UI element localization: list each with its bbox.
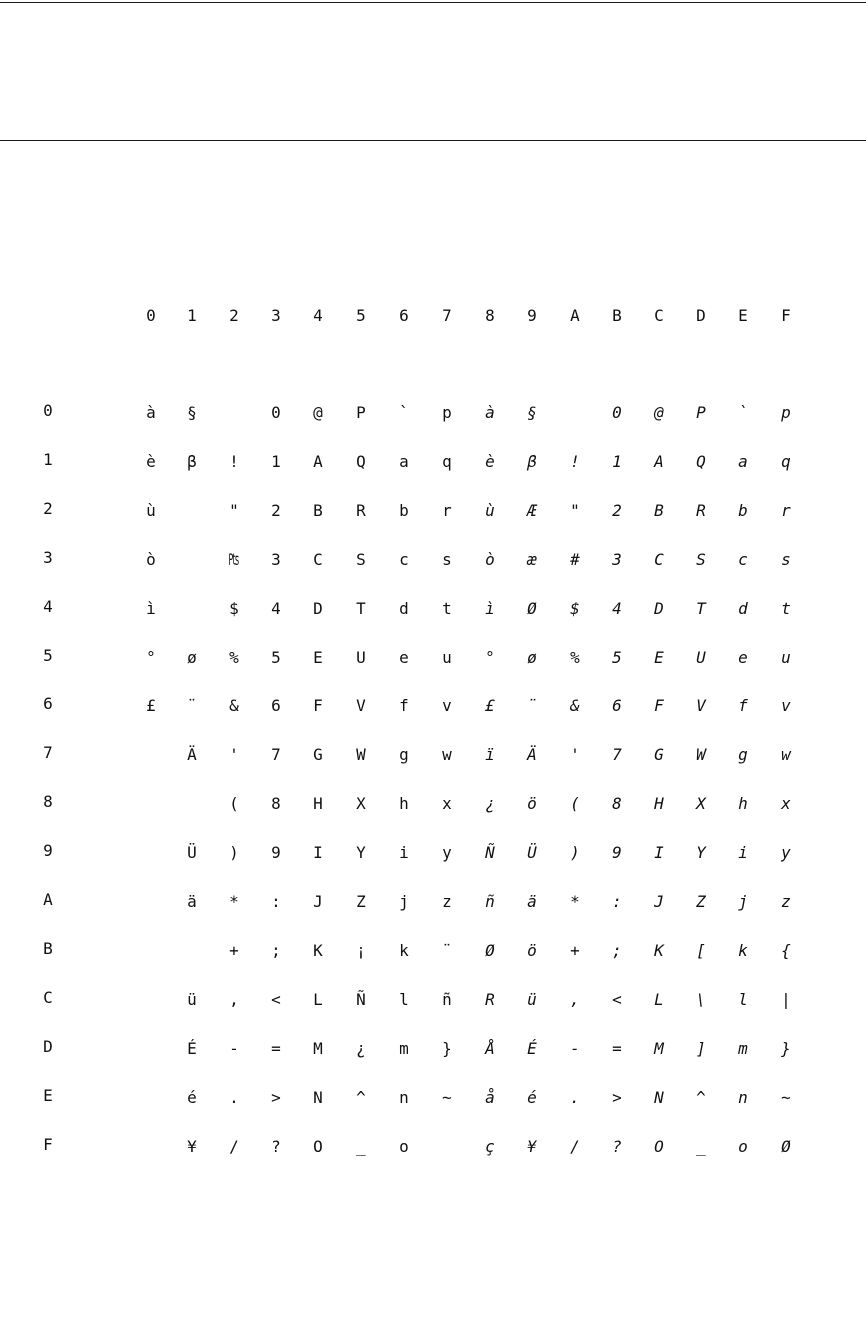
table-cell: l bbox=[738, 989, 748, 1009]
table-cell: n bbox=[738, 1087, 748, 1107]
table-cell: Y bbox=[696, 843, 706, 863]
table-cell: V bbox=[696, 696, 706, 716]
column-header: 5 bbox=[356, 306, 366, 325]
table-cell: > bbox=[612, 1087, 622, 1107]
table-cell: / bbox=[570, 1136, 580, 1156]
table-cell: 4 bbox=[612, 598, 622, 618]
table-cell: a bbox=[399, 451, 409, 471]
table-cell: 8 bbox=[612, 794, 622, 814]
table-cell bbox=[136, 1039, 166, 1059]
table-cell: k bbox=[399, 940, 409, 960]
table-cell: ^ bbox=[696, 1087, 706, 1107]
column-header: C bbox=[654, 306, 664, 325]
table-cell: ñ bbox=[485, 892, 495, 911]
table-cell: Æ bbox=[527, 500, 537, 520]
table-cell: M bbox=[313, 1038, 323, 1058]
table-cell: U bbox=[356, 647, 366, 667]
table-cell: O bbox=[313, 1136, 323, 1156]
table-cell: Ñ bbox=[356, 989, 366, 1009]
table-cell: Y bbox=[356, 843, 366, 863]
table-cell: B bbox=[313, 500, 323, 520]
table-cell bbox=[136, 892, 166, 912]
table-cell: y bbox=[781, 843, 791, 863]
table-cell: 6 bbox=[271, 696, 281, 716]
table-cell: L bbox=[313, 989, 323, 1009]
table-cell: e bbox=[738, 647, 748, 667]
table-cell: Ø bbox=[527, 598, 537, 618]
table-cell: Ü bbox=[187, 843, 197, 863]
table-cell: d bbox=[738, 598, 748, 618]
table-cell: L bbox=[654, 989, 664, 1009]
table-cell: I bbox=[313, 843, 323, 863]
table-cell: 0 bbox=[271, 403, 281, 422]
table-cell: f bbox=[738, 696, 748, 716]
table-cell: B bbox=[654, 500, 664, 520]
table-cell: " bbox=[229, 500, 239, 520]
table-cell: ù bbox=[146, 500, 156, 520]
table-cell: ; bbox=[271, 940, 281, 960]
table-cell: 2 bbox=[271, 500, 281, 520]
table-cell: ` bbox=[738, 403, 748, 422]
table-cell: . bbox=[570, 1087, 580, 1107]
column-header: 3 bbox=[271, 306, 281, 325]
table-cell: R bbox=[485, 989, 495, 1009]
table-cell: Ä bbox=[187, 745, 197, 765]
row-header: 1 bbox=[43, 449, 53, 469]
table-cell bbox=[219, 403, 249, 423]
table-cell: ò bbox=[146, 549, 156, 569]
table-cell: y bbox=[442, 843, 452, 863]
row-header: D bbox=[43, 1036, 53, 1056]
row-header: A bbox=[43, 890, 53, 909]
table-cell: n bbox=[399, 1087, 409, 1107]
table-cell bbox=[560, 403, 590, 423]
table-cell: z bbox=[442, 892, 452, 911]
table-cell: W bbox=[356, 745, 366, 765]
table-cell: : bbox=[271, 892, 281, 911]
table-cell: ~ bbox=[781, 1087, 791, 1107]
table-cell: < bbox=[271, 989, 281, 1009]
table-cell: £ bbox=[485, 696, 495, 716]
table-cell: É bbox=[527, 1038, 537, 1058]
table-cell bbox=[177, 501, 207, 521]
table-cell: e bbox=[399, 647, 409, 667]
column-header: 9 bbox=[527, 306, 537, 325]
table-cell: c bbox=[399, 549, 409, 569]
table-cell: _ bbox=[696, 1136, 706, 1156]
table-cell: Ø bbox=[781, 1136, 791, 1156]
row-header: 5 bbox=[43, 645, 53, 665]
table-cell: ò bbox=[485, 549, 495, 569]
table-cell bbox=[432, 1137, 462, 1157]
table-cell: ; bbox=[612, 940, 622, 960]
table-cell: Ñ bbox=[485, 843, 495, 863]
table-cell: Ä bbox=[527, 745, 537, 765]
table-cell: o bbox=[738, 1136, 748, 1156]
table-cell: x bbox=[442, 794, 452, 814]
table-cell: s bbox=[442, 549, 452, 569]
table-cell: D bbox=[313, 598, 323, 618]
table-cell: h bbox=[738, 794, 748, 814]
table-cell bbox=[177, 599, 207, 619]
table-cell: G bbox=[654, 745, 664, 765]
table-cell: ( bbox=[229, 794, 239, 814]
table-cell: C bbox=[313, 549, 323, 569]
table-cell: < bbox=[612, 989, 622, 1009]
table-cell: u bbox=[442, 647, 452, 667]
row-header: 4 bbox=[43, 596, 53, 616]
table-cell: ø bbox=[187, 647, 197, 667]
table-cell: ? bbox=[612, 1136, 622, 1156]
table-cell: 0 bbox=[612, 403, 622, 422]
table-cell: V bbox=[356, 696, 366, 716]
table-cell bbox=[136, 990, 166, 1010]
column-header: 8 bbox=[485, 306, 495, 325]
table-cell: c bbox=[738, 549, 748, 569]
table-cell: ¥ bbox=[527, 1136, 537, 1156]
table-cell bbox=[177, 550, 207, 570]
table-cell: a bbox=[738, 451, 748, 471]
table-cell: Z bbox=[356, 892, 366, 911]
table-cell: ₧ bbox=[229, 549, 239, 569]
table-cell: t bbox=[781, 598, 791, 618]
table-cell: ¨ bbox=[442, 940, 452, 960]
table-cell: ¡ bbox=[356, 940, 366, 960]
table-cell: 3 bbox=[612, 549, 622, 569]
table-cell: g bbox=[399, 745, 409, 765]
table-cell: * bbox=[229, 892, 239, 911]
row-header: E bbox=[43, 1085, 53, 1105]
table-cell: + bbox=[229, 940, 239, 960]
table-cell: 5 bbox=[612, 647, 622, 667]
table-cell: t bbox=[442, 598, 452, 618]
table-cell: | bbox=[781, 989, 791, 1009]
table-cell: } bbox=[781, 1038, 791, 1058]
table-cell: é bbox=[187, 1087, 197, 1107]
table-cell: Z bbox=[696, 892, 706, 911]
table-cell: q bbox=[442, 451, 452, 471]
table-cell: C bbox=[654, 549, 664, 569]
table-cell: ¨ bbox=[187, 696, 197, 716]
table-cell: W bbox=[696, 745, 706, 765]
table-cell: β bbox=[527, 451, 537, 471]
table-cell: 2 bbox=[612, 500, 622, 520]
table-cell: 7 bbox=[271, 745, 281, 765]
table-cell: ! bbox=[570, 451, 580, 471]
table-cell: ' bbox=[570, 745, 580, 765]
table-cell: , bbox=[229, 989, 239, 1009]
table-cell bbox=[136, 1088, 166, 1108]
column-header: D bbox=[696, 306, 706, 325]
table-cell: 1 bbox=[612, 451, 622, 471]
table-cell: { bbox=[781, 940, 791, 960]
table-cell: § bbox=[527, 403, 537, 422]
column-header: F bbox=[781, 306, 791, 325]
table-cell: = bbox=[271, 1038, 281, 1058]
table-cell: j bbox=[738, 892, 748, 911]
table-cell: h bbox=[399, 794, 409, 814]
table-cell: g bbox=[738, 745, 748, 765]
column-header: E bbox=[738, 306, 748, 325]
row-header: 6 bbox=[43, 694, 53, 714]
table-cell: H bbox=[313, 794, 323, 814]
table-cell: ` bbox=[399, 403, 409, 422]
table-cell: 6 bbox=[612, 696, 622, 716]
table-cell: ä bbox=[187, 892, 197, 911]
table-cell: E bbox=[313, 647, 323, 667]
table-cell: R bbox=[696, 500, 706, 520]
table-cell: s bbox=[781, 549, 791, 569]
table-cell: 5 bbox=[271, 647, 281, 667]
table-cell: \ bbox=[696, 989, 706, 1009]
table-cell: D bbox=[654, 598, 664, 618]
table-cell: q bbox=[781, 451, 791, 471]
table-cell: ) bbox=[570, 843, 580, 863]
column-header: 6 bbox=[399, 306, 409, 325]
table-cell: Ø bbox=[485, 940, 495, 960]
table-cell: @ bbox=[654, 403, 664, 422]
table-cell: Q bbox=[356, 451, 366, 471]
table-cell: A bbox=[313, 451, 323, 471]
table-cell: - bbox=[570, 1038, 580, 1058]
table-cell bbox=[177, 794, 207, 814]
table-cell: b bbox=[738, 500, 748, 520]
table-cell: : bbox=[612, 892, 622, 911]
table-cell: à bbox=[146, 403, 156, 422]
table-cell: / bbox=[229, 1136, 239, 1156]
row-header: C bbox=[43, 987, 53, 1007]
table-cell: J bbox=[313, 892, 323, 911]
table-cell: m bbox=[738, 1038, 748, 1058]
table-cell: E bbox=[654, 647, 664, 667]
table-cell: p bbox=[442, 403, 452, 422]
table-cell: P bbox=[696, 403, 706, 422]
table-cell bbox=[177, 941, 207, 961]
table-cell: 8 bbox=[271, 794, 281, 814]
table-cell: å bbox=[485, 1087, 495, 1107]
table-cell: 1 bbox=[271, 451, 281, 471]
table-cell: K bbox=[313, 940, 323, 960]
table-cell: v bbox=[442, 696, 452, 716]
table-cell: ? bbox=[271, 1136, 281, 1156]
table-cell: ' bbox=[229, 745, 239, 765]
table-cell: U bbox=[696, 647, 706, 667]
table-cell: ì bbox=[146, 598, 156, 618]
table-cell: u bbox=[781, 647, 791, 667]
column-header: 0 bbox=[146, 306, 156, 325]
table-cell: = bbox=[612, 1038, 622, 1058]
table-cell: z bbox=[781, 892, 791, 911]
table-cell: & bbox=[570, 696, 580, 716]
table-cell: * bbox=[570, 892, 580, 911]
table-cell bbox=[136, 1137, 166, 1157]
table-cell: ü bbox=[187, 989, 197, 1009]
table-cell: . bbox=[229, 1087, 239, 1107]
table-cell: i bbox=[399, 843, 409, 863]
table-cell: ° bbox=[485, 647, 495, 667]
table-cell: F bbox=[654, 696, 664, 716]
table-cell: J bbox=[654, 892, 664, 911]
row-header: 9 bbox=[43, 841, 53, 861]
table-cell: S bbox=[356, 549, 366, 569]
table-cell: ¨ bbox=[527, 696, 537, 716]
table-cell: } bbox=[442, 1038, 452, 1058]
table-cell: ~ bbox=[442, 1087, 452, 1107]
table-cell: I bbox=[654, 843, 664, 863]
table-cell: R bbox=[356, 500, 366, 520]
table-cell: K bbox=[654, 940, 664, 960]
table-cell: % bbox=[570, 647, 580, 667]
table-cell: ¥ bbox=[187, 1136, 197, 1156]
table-cell: r bbox=[781, 500, 791, 520]
table-cell: # bbox=[570, 549, 580, 569]
table-cell: H bbox=[654, 794, 664, 814]
column-header: 7 bbox=[442, 306, 452, 325]
table-cell: ù bbox=[485, 500, 495, 520]
table-cell: à bbox=[485, 403, 495, 422]
table-cell: x bbox=[781, 794, 791, 814]
table-cell: G bbox=[313, 745, 323, 765]
table-cell: O bbox=[654, 1136, 664, 1156]
table-cell: b bbox=[399, 500, 409, 520]
table-cell: Q bbox=[696, 451, 706, 471]
table-cell: ì bbox=[485, 598, 495, 618]
table-cell: ° bbox=[146, 647, 156, 667]
table-cell: ] bbox=[696, 1038, 706, 1058]
table-cell: @ bbox=[313, 403, 323, 422]
table-cell: d bbox=[399, 598, 409, 618]
table-cell: i bbox=[738, 843, 748, 863]
table-cell: , bbox=[570, 989, 580, 1009]
table-cell: T bbox=[696, 598, 706, 618]
table-cell: ä bbox=[527, 892, 537, 911]
table-cell: T bbox=[356, 598, 366, 618]
table-cell: ö bbox=[527, 940, 537, 960]
table-cell: 9 bbox=[612, 843, 622, 863]
table-cell: è bbox=[485, 451, 495, 471]
table-cell: £ bbox=[146, 696, 156, 716]
table-cell: N bbox=[313, 1087, 323, 1107]
row-header: 7 bbox=[43, 743, 53, 763]
table-cell: X bbox=[356, 794, 366, 814]
table-cell: X bbox=[696, 794, 706, 814]
table-cell: Å bbox=[485, 1038, 495, 1058]
table-cell: ) bbox=[229, 843, 239, 863]
table-cell: & bbox=[229, 696, 239, 716]
column-header: A bbox=[570, 306, 580, 325]
table-cell: % bbox=[229, 647, 239, 667]
table-cell: ¿ bbox=[485, 794, 495, 814]
table-cell: m bbox=[399, 1038, 409, 1058]
table-cell: æ bbox=[527, 549, 537, 569]
table-cell bbox=[136, 843, 166, 863]
table-cell: [ bbox=[696, 940, 706, 960]
table-cell: r bbox=[442, 500, 452, 520]
column-header: 2 bbox=[229, 306, 239, 325]
table-cell: $ bbox=[229, 598, 239, 618]
table-cell: ¿ bbox=[356, 1038, 366, 1058]
row-header: 2 bbox=[43, 498, 53, 518]
table-cell: S bbox=[696, 549, 706, 569]
table-cell: j bbox=[399, 892, 409, 911]
table-cell: ï bbox=[485, 745, 495, 765]
table-cell: M bbox=[654, 1038, 664, 1058]
table-cell: 3 bbox=[271, 549, 281, 569]
table-cell bbox=[136, 941, 166, 961]
table-cell: _ bbox=[356, 1136, 366, 1156]
table-cell: Ü bbox=[527, 843, 537, 863]
table-cell bbox=[136, 745, 166, 765]
row-header: B bbox=[43, 938, 53, 958]
table-cell: w bbox=[442, 745, 452, 765]
table-cell: é bbox=[527, 1087, 537, 1107]
table-cell: β bbox=[187, 451, 197, 471]
table-cell: w bbox=[781, 745, 791, 765]
table-cell: ö bbox=[527, 794, 537, 814]
table-cell: 9 bbox=[271, 843, 281, 863]
table-cell: o bbox=[399, 1136, 409, 1156]
table-cell: F bbox=[313, 696, 323, 716]
table-cell bbox=[136, 794, 166, 814]
table-cell: ø bbox=[527, 647, 537, 667]
table-cell: É bbox=[187, 1038, 197, 1058]
table-cell: p bbox=[781, 403, 791, 422]
table-cell: $ bbox=[570, 598, 580, 618]
table-cell: ü bbox=[527, 989, 537, 1009]
table-cell: § bbox=[187, 403, 197, 422]
table-cell: f bbox=[399, 696, 409, 716]
column-header: B bbox=[612, 306, 622, 325]
column-header: 1 bbox=[187, 306, 197, 325]
table-cell: ! bbox=[229, 451, 239, 471]
table-cell: > bbox=[271, 1087, 281, 1107]
column-header: 4 bbox=[313, 306, 323, 325]
table-cell: P bbox=[356, 403, 366, 422]
table-cell: 7 bbox=[612, 745, 622, 765]
table-cell: k bbox=[738, 940, 748, 960]
table-cell: v bbox=[781, 696, 791, 716]
table-cell: " bbox=[570, 500, 580, 520]
table-cell: 4 bbox=[271, 598, 281, 618]
row-header: F bbox=[43, 1134, 53, 1154]
table-cell: N bbox=[654, 1087, 664, 1107]
table-cell: + bbox=[570, 940, 580, 960]
table-cell: A bbox=[654, 451, 664, 471]
table-cell: - bbox=[229, 1038, 239, 1058]
table-cell: ñ bbox=[442, 989, 452, 1009]
row-header: 3 bbox=[43, 547, 53, 567]
table-cell: l bbox=[399, 989, 409, 1009]
row-header: 8 bbox=[43, 792, 53, 812]
row-header: 0 bbox=[43, 401, 53, 420]
table-cell: è bbox=[146, 451, 156, 471]
table-cell: ç bbox=[485, 1136, 495, 1156]
table-cell: ^ bbox=[356, 1087, 366, 1107]
table-cell: ( bbox=[570, 794, 580, 814]
